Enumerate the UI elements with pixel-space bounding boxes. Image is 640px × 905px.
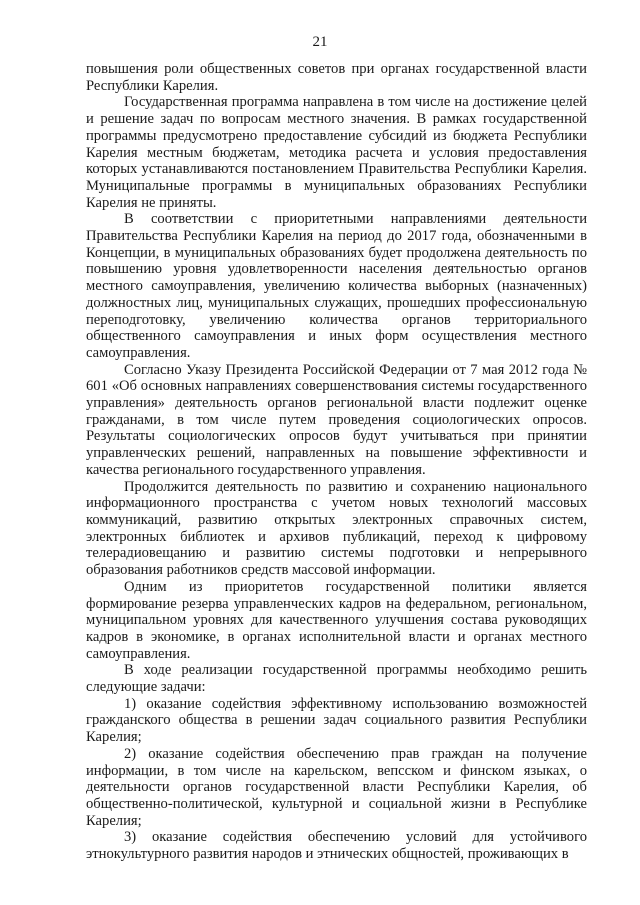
list-item: 2) оказание содействия обеспечению прав граждан на получение информации, в том числе на карельском, вепсском и финском языках, о деятельности органов государственной власти Республики Карелия, об общественно-политической, культурной и социальной жизни в Республике Карелия;	[86, 745, 587, 829]
list-item: 1) оказание содействия эффективному использованию возможностей гражданского общества в решении задач социального развития Республики Карелия;	[86, 695, 587, 746]
paragraph: В соответствии с приоритетными направлениями деятельности Правительства Республики Карелия на период до 2017 года, обозначенными в Концепции, в муниципальных образованиях будет продолжена деятельность по повышению уровня удовлетворенности населения деятельностью органов местного самоуправления, увеличению количества выборных (назначенных) должностных лиц, муниципальных служащих, прошедших профессиональную переподготовку, увеличению количества органов территориального общественного самоуправления и иных форм осуществления местного самоуправления.	[86, 211, 587, 361]
paragraph: Продолжится деятельность по развитию и сохранению национального информационного пространства с учетом новых технологий массовых коммуникаций, развитию открытых электронных справочных систем, электронных библиотек и архивов публикаций, переход к цифровому телерадиовещанию и развитию системы подготовки и непрерывного образования работников средств массовой информации.	[86, 478, 587, 579]
paragraph: В ходе реализации государственной программы необходимо решить следующие задачи:	[86, 662, 587, 696]
paragraph: Государственная программа направлена в том числе на достижение целей и решение задач по вопросам местного значения. В рамках государственной программы предусмотрено предоставление субсидий из бюджета Республики Карелия местным бюджетам, методика расчета и условия предоставления которых устанавливаются постановлением Правительства Республики Карелия. Муниципальные программы в муниципальных образованиях Республики Карелия не приняты.	[86, 94, 587, 211]
paragraph: Согласно Указу Президента Российской Федерации от 7 мая 2012 года № 601 «Об основных направлениях совершенствования системы государственного управления» деятельность органов региональной власти подлежит оценке гражданами, в том числе путем проведения социологических опросов. Результаты социологических опросов будут учитываться при принятии управленческих решений, направленных на повышение эффективности и качества регионального государственного управления.	[86, 361, 587, 478]
paragraph-continued: повышения роли общественных советов при органах государственной власти Республики Карелия.	[86, 61, 587, 94]
page-number: 21	[312, 34, 328, 50]
paragraph: Одним из приоритетов государственной политики является формирование резерва управленческих кадров на федеральном, региональном, муниципальном уровнях для качественного улучшения состава руководящих кадров в экономике, в органах исполнительной власти и органах местного самоуправления.	[86, 578, 587, 662]
document-body	[86, 61, 587, 863]
list-item: 3) оказание содействия обеспечению условий для устойчивого этнокультурного развития народов и этнических общностей, проживающих в	[86, 829, 587, 863]
